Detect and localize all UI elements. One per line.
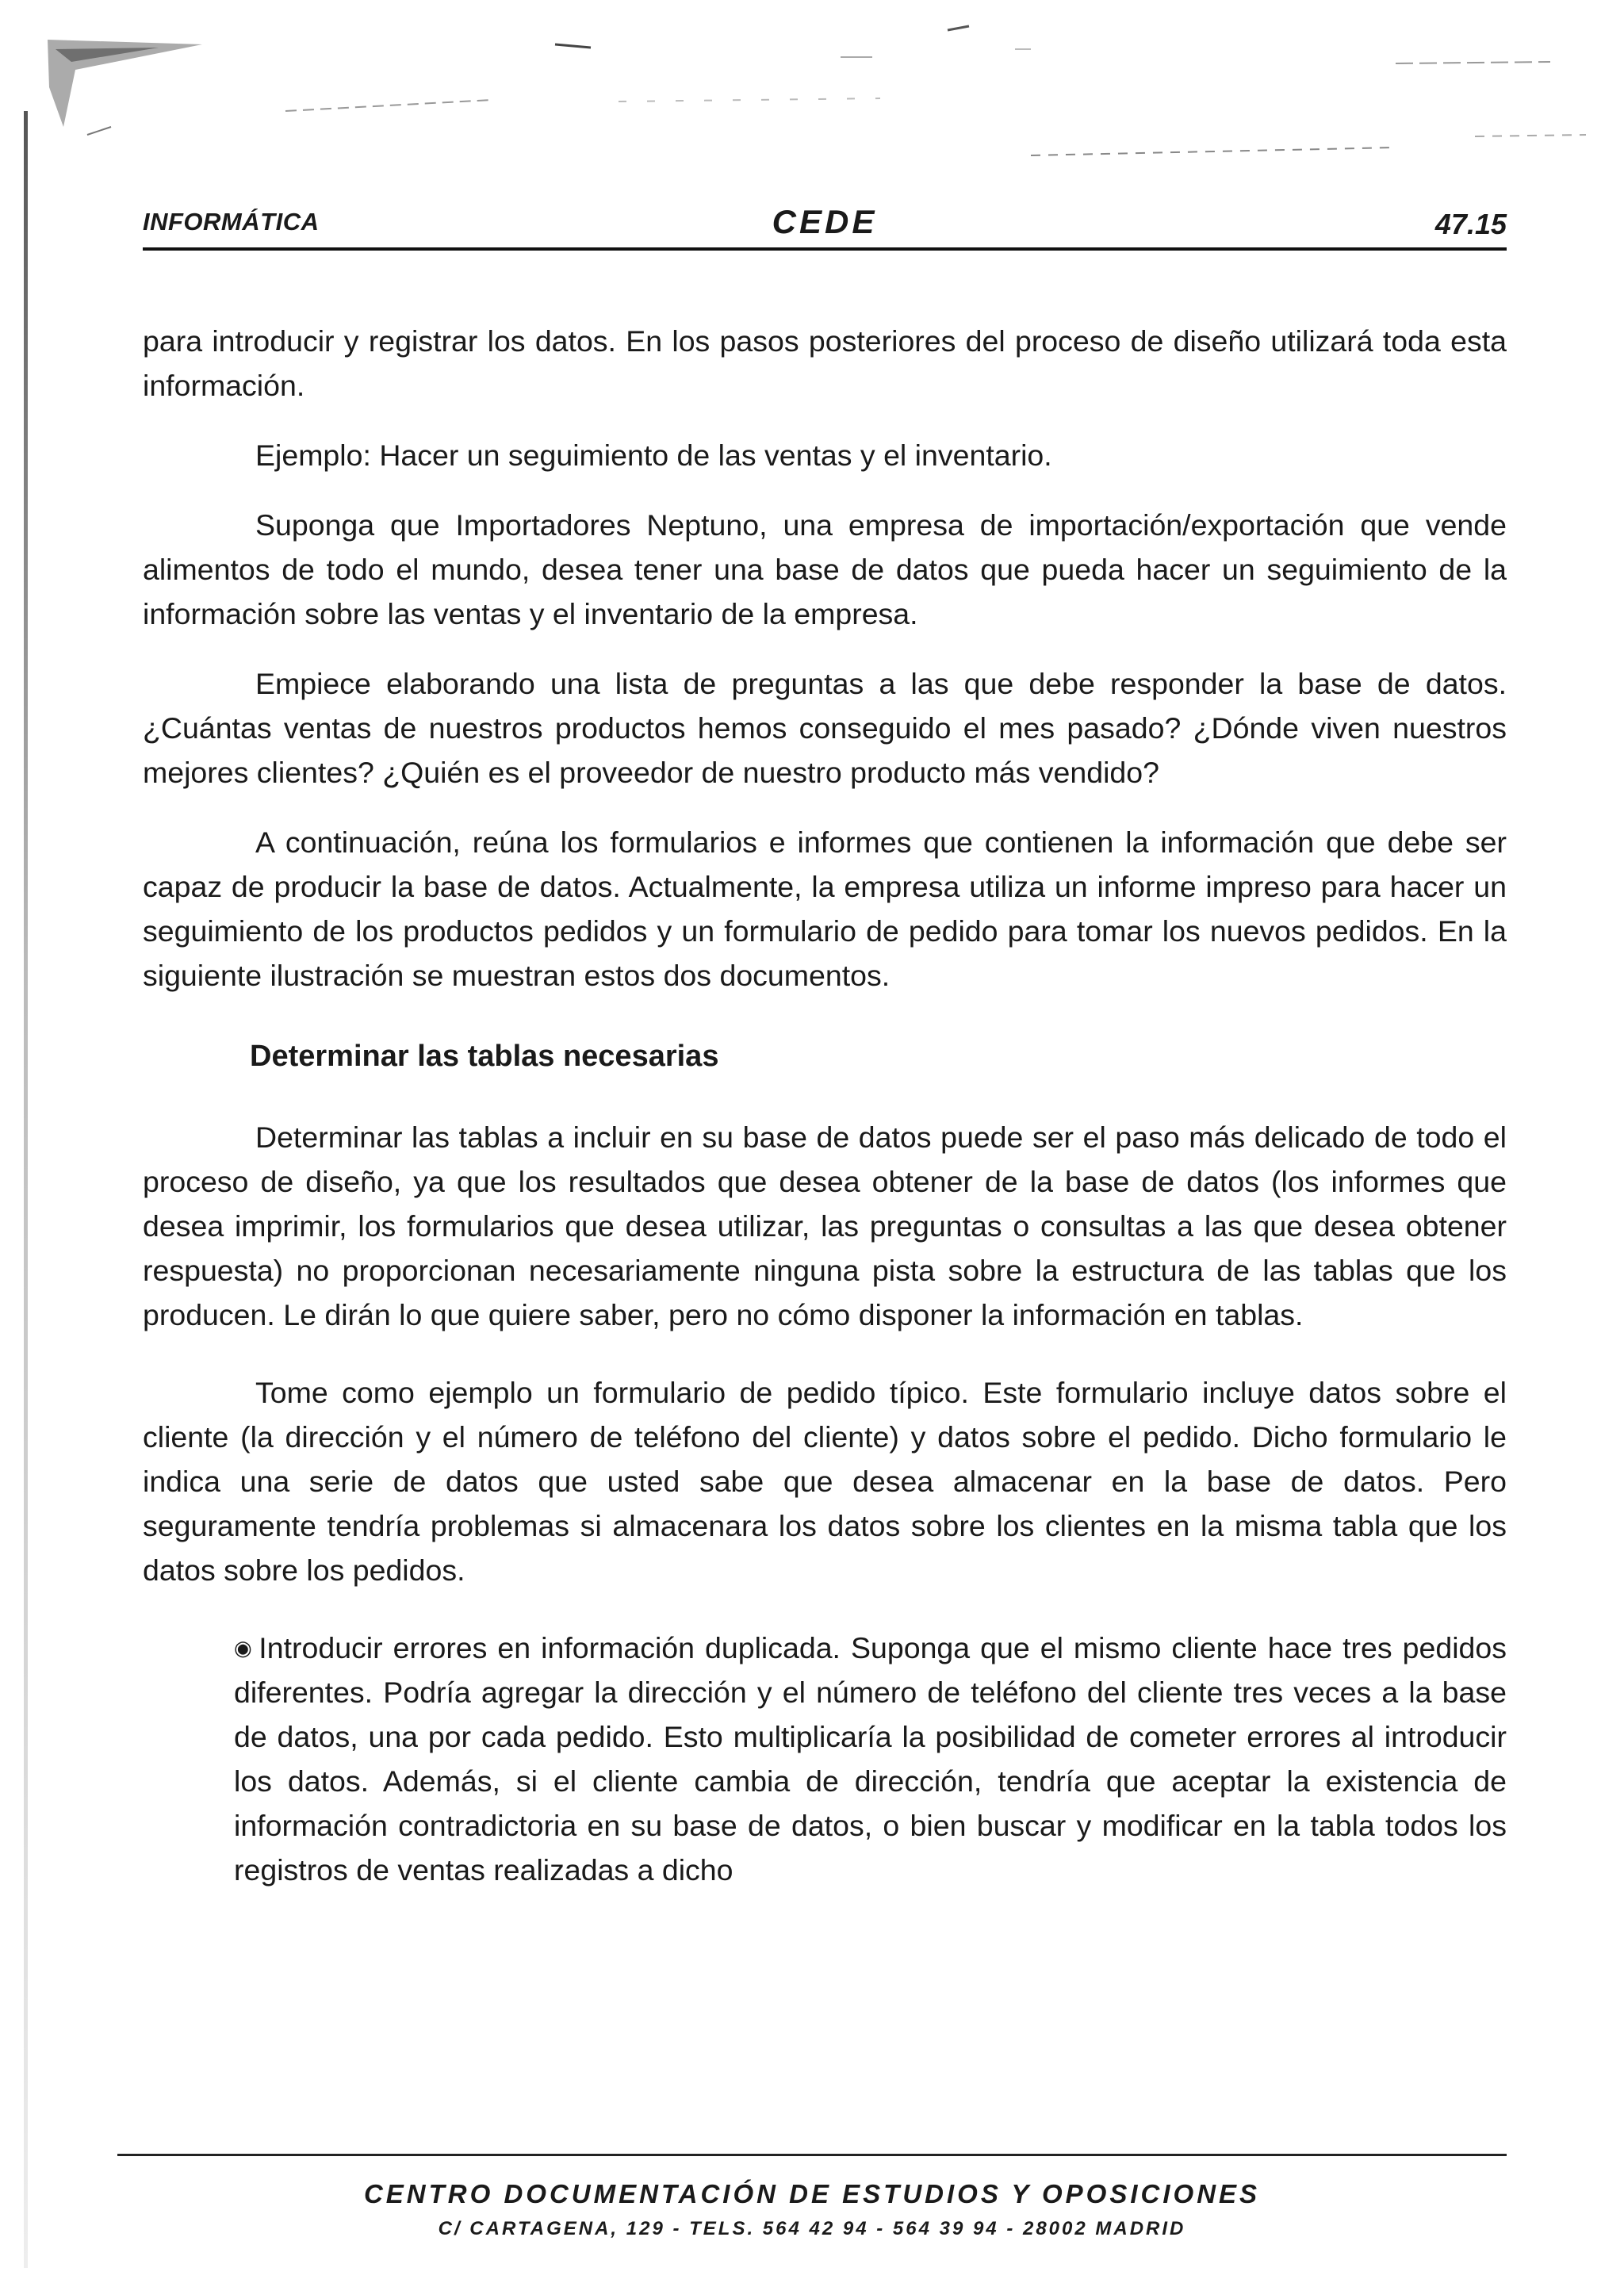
paragraph-questions: Empiece elaborando una lista de preguntas a las que debe responder la base de datos. ¿Cuántas ventas de nuestros productos hemos conseguido el mes pasado? ¿Dónde viven nuestros mejores clientes? ¿Quién es el proveedor de nuestro producto más vendido?	[143, 667, 1507, 789]
paragraph-order-form: Tome como ejemplo un formulario de pedido típico. Este formulario incluye datos sobre el cliente (la dirección y el número de teléfono del cliente) y datos sobre el pedido. Dicho formulario le indica una serie de datos que usted sabe que desea almacenar en la base de datos. Pero seguramente tendría problemas si almacenara los datos sobre los clientes en la misma tabla que los datos sobre los pedidos.	[143, 1376, 1507, 1587]
paragraph-tables: Determinar las tablas a incluir en su base de datos puede ser el paso más delicado de todo el proceso de diseño, ya que los resultados que desea obtener de la base de datos (los informes que desea imprimir, los formularios que desea utilizar, las preguntas o consultas a las que desea obtener respuesta) no proporcionan necesariamente ninguna pista sobre la estructura de las tablas que los producen. Le dirán lo que quiere saber, pero no cómo disponer la información en tablas.	[143, 1120, 1507, 1331]
header-subject: INFORMÁTICA	[143, 208, 320, 236]
paragraph-neptuno: Suponga que Importadores Neptuno, una empresa de importación/exportación que vende alimentos de todo el mundo, desea tener una base de datos que pueda hacer un seguimiento de la información sobre las ventas y el inventario de la empresa.	[143, 508, 1507, 630]
header-brand: CEDE	[772, 203, 878, 240]
page-body	[143, 319, 1507, 1892]
page-header	[143, 203, 1507, 244]
footer-rule	[117, 2154, 1507, 2156]
paragraph-intro: para introducir y registrar los datos. En los pasos posteriores del proceso de diseño utilizará toda esta información.	[143, 324, 1507, 402]
page-number: 47.15	[1434, 208, 1507, 240]
paragraph-example: Ejemplo: Hacer un seguimiento de las ventas y el inventario.	[255, 439, 1052, 472]
paragraph-forms: A continuación, reúna los formularios e informes que contienen la información que debe ser capaz de producir la base de datos. Actualmente, la empresa utiliza un informe impreso para hacer un seguimiento de los productos pedidos y un formulario de pedido para tomar los nuevos pedidos. En la siguiente ilustración se muestran estos dos documentos.	[143, 825, 1507, 992]
scan-artifacts	[0, 0, 1624, 190]
header-rule	[143, 247, 1507, 251]
bullet-text: Introducir errores en información duplicada. Suponga que el mismo cliente hace tres pedidos diferentes. Podría agregar la dirección y el número de teléfono del cliente tres veces a la base de datos, una por cada pedido. Esto multiplicaría la posibilidad de cometer errores al introducir los datos. Además, si el cliente cambia de dirección, tendría que aceptar la existencia de información contradictoria en su base de datos, o bien buscar y modificar en la tabla todos los registros de ventas realizadas a dicho	[234, 1631, 1507, 1887]
scan-binding-edge	[24, 111, 28, 2268]
footer-institution: CENTRO DOCUMENTACIÓN DE ESTUDIOS Y OPOSICIONES	[363, 2179, 1261, 2208]
bullet-item	[143, 1626, 1507, 1892]
bullet-dot-icon: ◉	[234, 1636, 255, 1660]
section-heading: Determinar las tablas necesarias	[250, 1040, 719, 1073]
footer-address: C/ CARTAGENA, 129 - TELS. 564 42 94 - 564 39 94 - 28002 MADRID	[438, 2218, 1186, 2239]
